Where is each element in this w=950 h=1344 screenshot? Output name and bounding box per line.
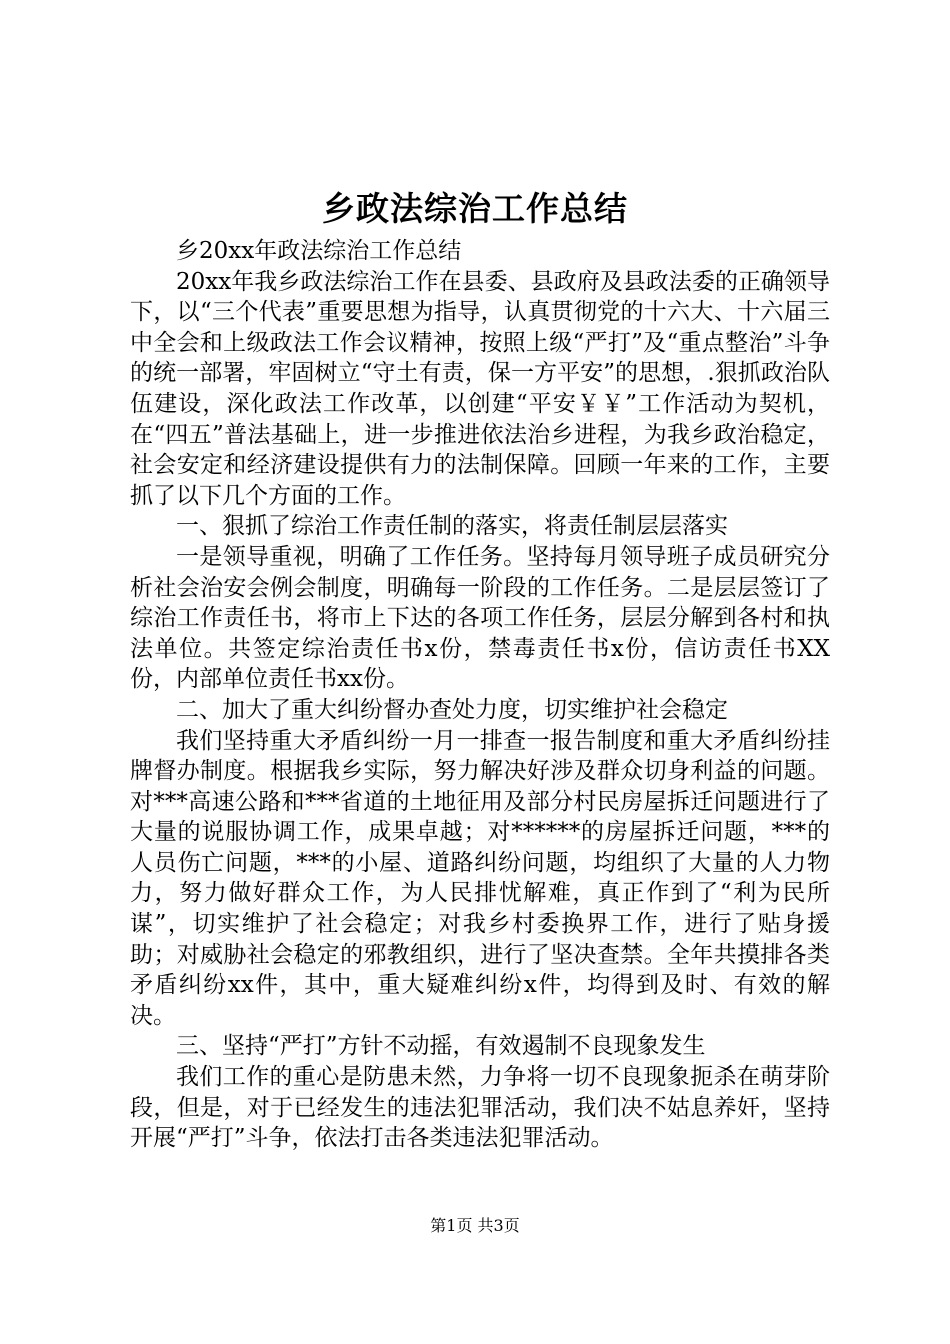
subtitle-paragraph: 乡20xx年政法综治工作总结 (176, 238, 462, 264)
section-heading-2: 二、加大了重大纠纷督办查处力度，切实维护社会稳定 (176, 696, 728, 723)
section-paragraph-2: 我们坚持重大矛盾纠纷一月一排查一报告制度和重大矛盾纠纷挂牌督办制度。根据我乡实际，努力解决好涉及群众切身利益的问题。对***高速公路和***省道的土地征用及部分村民房屋拆迁问题进行了大量的说服协调工作，成果卓越；对******的房屋拆迁问题，***的人员伤亡问题，***的小屋、道路纠纷问题，均组织了大量的人力物力，努力做好群众工作，为人民排忧解难，真正作到了“利为民所谋”，切实维护了社会稳定；对我乡村委换界工作，进行了贴身援助；对威胁社会稳定的邪教组织，进行了坚决查禁。全年共摸排各类矛盾纠纷xx件，其中，重大疑难纠纷x件，均得到及时、有效的解决。 (130, 727, 830, 1029)
section-heading-3: 三、坚持“严打”方针不动摇，有效遏制不良现象发生 (176, 1033, 706, 1060)
intro-paragraph: 20xx年我乡政法综治工作在县委、县政府及县政法委的正确领导下，以“三个代表”重要思想为指导，认真贯彻党的十六大、十六届三中全会和上级政法工作会议精神，按照上级“严打”及“重点整治”斗争的统一部署，牢固树立“守土有责，保一方平安”的思想，.狠抓政治队伍建设，深化政法工作改革，以创建“平安￥￥”工作活动为契机，在“四五”普法基础上，进一步推进依法治乡进程，为我乡政治稳定，社会安定和经济建设提供有力的法制保障。回顾一年来的工作，主要抓了以下几个方面的工作。 (130, 268, 830, 509)
section-paragraph-1: 一是领导重视，明确了工作任务。坚持每月领导班子成员研究分析社会治安会例会制度，明确每一阶段的工作任务。二是层层签订了综治工作责任书，将市上下达的各项工作任务，层层分解到各村和执法单位。共签定综治责任书x份，禁毒责任书x份，信访责任书XX份，内部单位责任书xx份。 (130, 543, 830, 693)
page-number-footer: 第1页 共3页 (430, 1216, 520, 1235)
document-body (130, 236, 830, 1154)
section-paragraph-3: 我们工作的重心是防患未然，力争将一切不良现象扼杀在萌芽阶段，但是，对于已经发生的违法犯罪活动，我们决不姑息养奸，坚持开展“严打”斗争，依法打击各类违法犯罪活动。 (130, 1064, 830, 1152)
section-heading-1: 一、狠抓了综治工作责任制的落实，将责任制层层落实 (176, 513, 728, 540)
document-title: 乡政法综治工作总结 (322, 189, 628, 228)
